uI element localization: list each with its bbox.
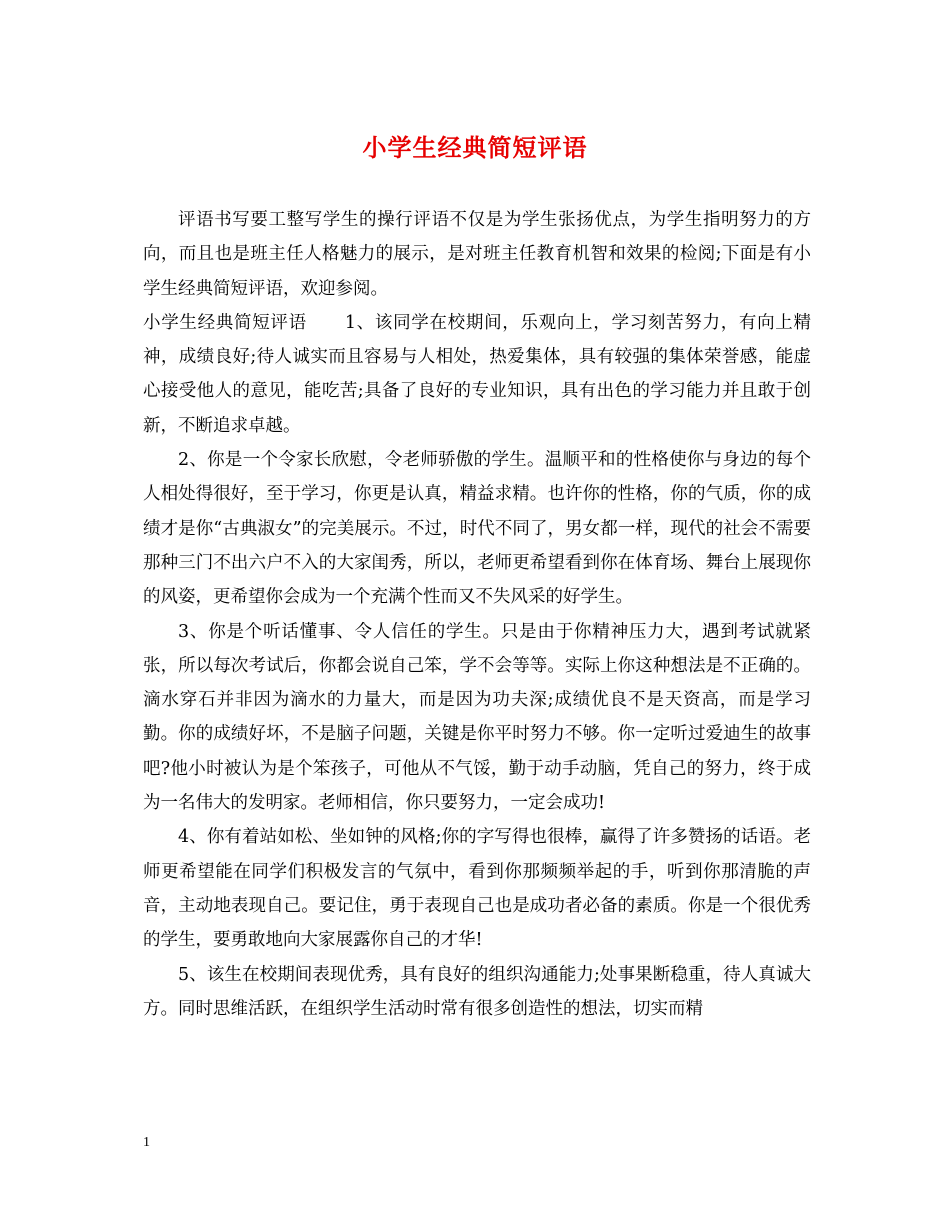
- document-body: [143, 203, 811, 1026]
- comment-1-text: 1、该同学在校期间，乐观向上，学习刻苦努力，有向上精神，成绩良好;待人诚实而且容易与人相处，热爱集体，具有较强的集体荣誉感，能虚心接受他人的意见，能吃苦;具备了良好的专业知识，具有出色的学习能力并且敢于创新，不断追求卓越。: [143, 312, 812, 436]
- section-label: 小学生经典简短评语: [143, 312, 307, 333]
- comment-paragraph-1: [143, 306, 811, 443]
- page-number: 1: [143, 1135, 150, 1150]
- comment-paragraph-5: 5、该生在校期间表现优秀，具有良好的组织沟通能力;处事果断稳重，待人真诚大方。同时思维活跃，在组织学生活动时常有很多创造性的想法，切实而精: [143, 964, 811, 1019]
- comment-paragraph-3: 3、你是个听话懂事、令人信任的学生。只是由于你精神压力大，遇到考试就紧张，所以每次考试后，你都会说自己笨，学不会等等。实际上你这种想法是不正确的。滴水穿石并非因为滴水的力量大，而是因为功夫深;成绩优良不是天资高，而是学习勤。你的成绩好坏，不是脑子问题，关键是你平时努力不够。你一定听过爱迪生的故事吧?他小时被认为是个笨孩子，可他从不气馁，勤于动手动脑，凭自己的努力，终于成为一名伟大的发明家。老师相信，你只要努力，一定会成功!: [143, 621, 811, 814]
- document-title: 小学生经典简短评语: [362, 133, 588, 162]
- intro-paragraph: 评语书写要工整写学生的操行评语不仅是为学生张扬优点，为学生指明努力的方向，而且也是班主任人格魅力的展示，是对班主任教育机智和效果的检阅;下面是有小学生经典简短评语，欢迎参阅。: [143, 210, 811, 299]
- comment-paragraph-4: 4、你有着站如松、坐如钟的风格;你的字写得也很棒，赢得了许多赞扬的话语。老师更希望能在同学们积极发言的气氛中，看到你那频频举起的手，听到你那清脆的声音，主动地表现自己。要记住，勇于表现自己也是成功者必备的素质。你是一个很优秀的学生，要勇敢地向大家展露你自己的才华!: [143, 827, 811, 951]
- comment-paragraph-2: 2、你是一个令家长欣慰，令老师骄傲的学生。温顺平和的性格使你与身边的每个人相处得很好，至于学习，你更是认真，精益求精。也许你的性格，你的气质，你的成绩才是你“古典淑女”的完美展示。不过，时代不同了，男女都一样，现代的社会不需要那种三门不出六户不入的大家闺秀，所以，老师更希望看到你在体育场、舞台上展现你的风姿，更希望你会成为一个充满个性而又不失风采的好学生。: [143, 450, 811, 608]
